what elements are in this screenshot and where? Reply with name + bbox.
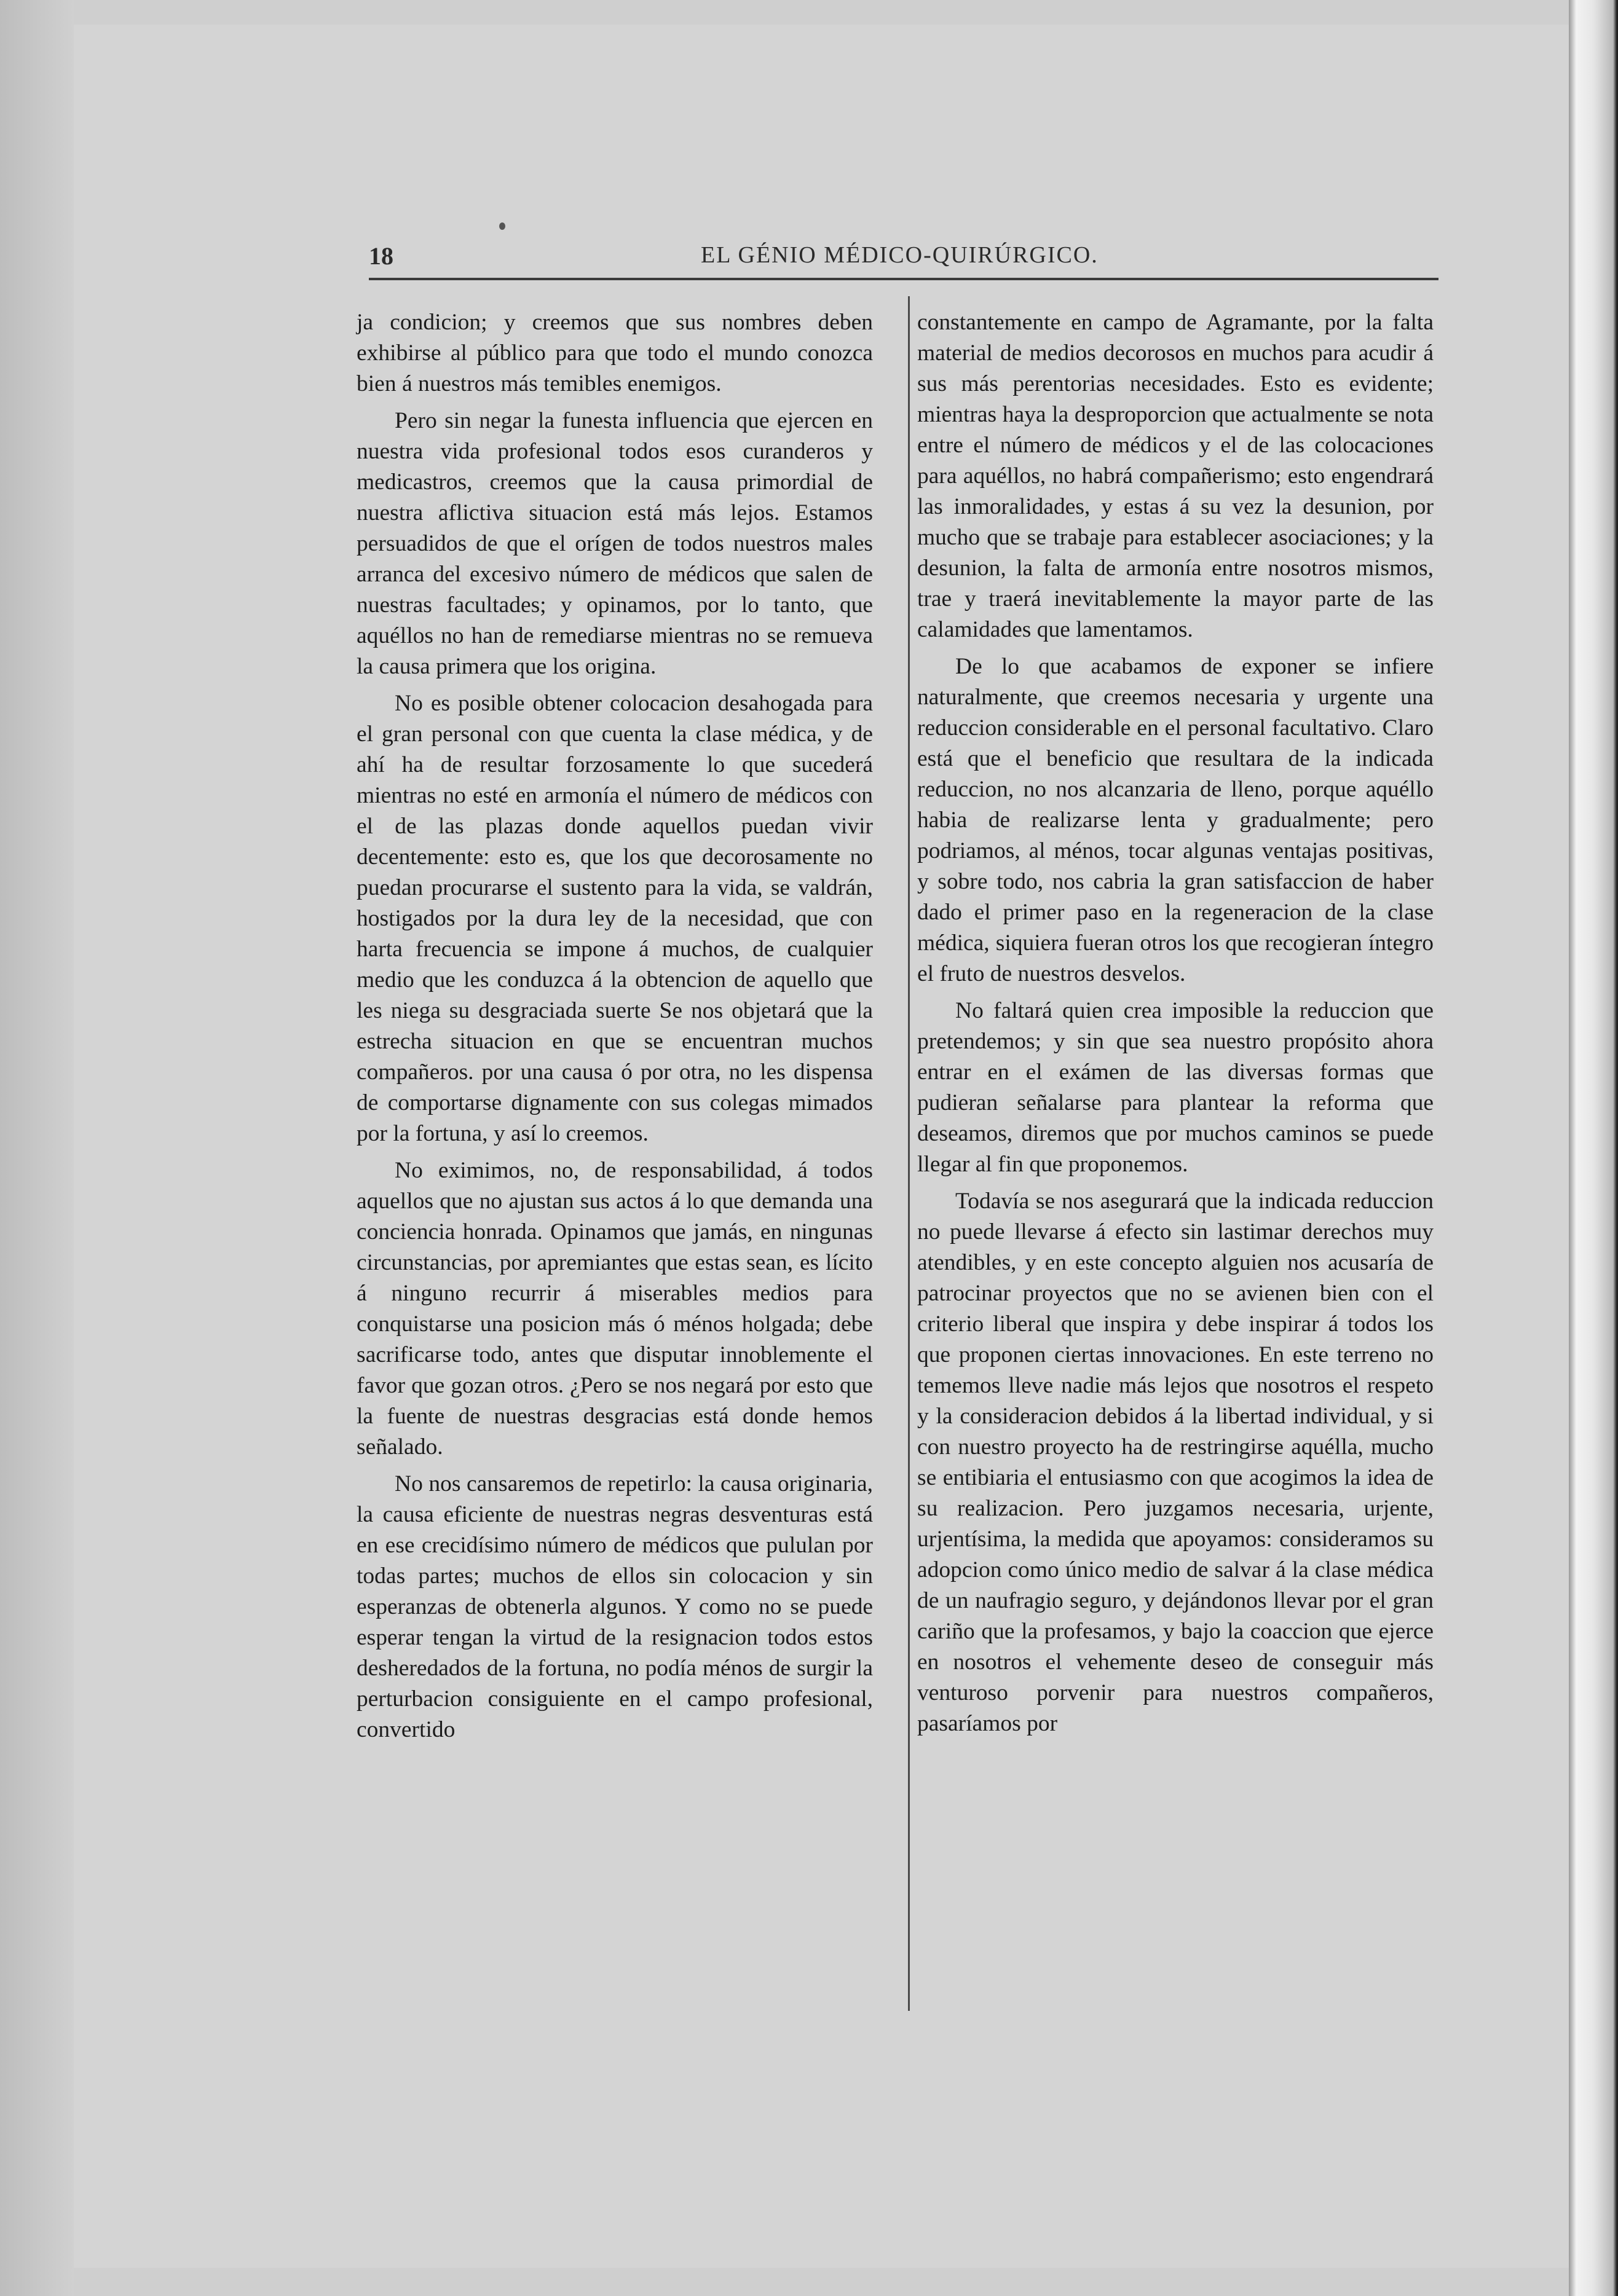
header-rule (369, 278, 1438, 280)
paragraph: No eximimos, no, de responsabilidad, á todos aquellos que no ajustan sus actos á lo que demanda una conciencia honrada. Opinamos que jamás, en ningunas circunstancias, por apremiantes que estas sean, es lícito á ninguno recurrir á miserables medios para conquistarse una posicion más ó ménos holgada; debe sacrificarse todo, antes que disputar innoblemente el favor que gozan otros. ¿Pero se nos negará por esto que la fuente de nuestras desgracias está donde hemos señalado. (357, 1158, 873, 1460)
paragraph: No faltará quien crea imposible la reduccion que pretendemos; y sin que sea nuestro propósito ahora entrar en el exámen de las diversas formas que pudieran señalarse para plantear la reforma que deseamos, diremos que por muchos caminos se puede llegar al fin que proponemos. (917, 998, 1434, 1177)
running-header (369, 237, 1435, 273)
paragraph: No nos cansaremos de repetirlo: la causa originaria, la causa eficiente de nuestras negras desventuras está en ese crecidísimo número de médicos que pululan por todas partes; muchos de ellos sin colocacion y sin esperanzas de obtenerla algunos. Y como no se puede esperar tengan la virtud de la resignacion todos estos desheredados de la fortuna, no podía ménos de surgir la perturbacion consiguiente en el campo profesional, convertido (357, 1471, 873, 1742)
ink-speck (499, 222, 505, 230)
paragraph: Pero sin negar la funesta influencia que ejercen en nuestra vida profesional todos esos curanderos y medicastros, creemos que la causa primordial de nuestra aflictiva situacion está más lejos. Estamos persuadidos de que el orígen de todos nuestros males arranca del excesivo número de médicos que salen de nuestras facultades; y opinamos, por lo tanto, que aquéllos no han de remediarse mientras no se remueva la causa primera que los origina. (357, 408, 873, 679)
journal-title: EL GÉNIO MÉDICO-QUIRÚRGICO. (701, 242, 1099, 268)
paragraph: De lo que acabamos de exponer se infiere naturalmente, que creemos necesaria y urgente una reduccion considerable en el personal facultativo. Claro está que el beneficio que resultara de la indicada reduccion, no nos alcanzaria de lleno, porque aquéllo habia de realizarse lenta y gradualmente; pero podriamos, al ménos, tocar algunas ventajas positivas, y sobre todo, nos cabria la gran satisfaccion de haber dado el primer paso en la regeneracion de la clase médica, siquiera fueran otros los que recogieran íntegro el fruto de nuestros desvelos. (917, 654, 1434, 986)
paragraph: constantemente en campo de Agramante, por la falta material de medios decorosos en muchos para acudir á sus más perentorias necesidades. Esto es evidente; mientras haya la desproporcion que actualmente se nota entre el número de médicos y el de las colocaciones para aquéllos, no habrá compañerismo; esto engendrará las inmoralidades, y estas á su vez la desunion, por mucho que se trabaje para establecer asociaciones; y la desunion, la falta de armonía entre nosotros mismos, trae y traerá inevitablemente la mayor parte de las calamidades que lamentamos. (917, 310, 1434, 642)
paragraph: Todavía se nos asegurará que la indicada reduccion no puede llevarse á efecto sin lastimar derechos muy atendibles, y en este concepto alguien nos acusaría de patrocinar proyectos que no se avienen bien con el criterio liberal que inspira y debe inspirar á todos los que proponen ciertas innovaciones. En este terreno no tememos lleve nadie más lejos que nosotros el respeto y la consideracion debidos á la libertad individual, y si con nuestro proyecto ha de restringirse aquélla, mucho se entibiaria el entusiasmo con que acogimos la idea de su realizacion. Pero juzgamos necesaria, urjente, urjentísima, la medida que apoyamos: consideramos su adopcion como único medio de salvar á la clase médica de un naufragio seguro, y dejándonos llevar por el gran cariño que la profesamos, y bajo la coaccion que ejerce en nosotros el vehemente deseo de conseguir más venturoso porvenir para nuestros compañeros, pasaríamos por (917, 1189, 1434, 1736)
page-number: 18 (369, 242, 393, 270)
paragraph: ja condicion; y creemos que sus nombres deben exhibirse al público para que todo el mundo conozca bien á nuestros más temibles enemigos. (357, 310, 873, 396)
paragraph: No es posible obtener colocacion desahogada para el gran personal con que cuenta la clase médica, y de ahí ha de resultar forzosamente lo que sucederá mientras no esté en armonía el número de médicos con el de las plazas donde aquellos puedan vivir decentemente: esto es, que los que decorosamente no puedan procurarse el sustento para la vida, se valdrán, hostigados por la dura ley de la necesidad, que con harta frecuencia se impone á muchos, de cualquier medio que les conduzca á la obtencion de aquello que les niega su desgraciada suerte Se nos objetará que la estrecha situacion en que se encuentran muchos compañeros. por una causa ó por otra, no les dispensa de comportarse dignamente con sus colegas mimados por la fortuna, y así lo creemos. (357, 691, 873, 1146)
right-column (917, 307, 1434, 1745)
page-fold-edge (1569, 0, 1618, 2296)
left-column (357, 307, 873, 1751)
scan-left-margin (0, 0, 74, 2296)
column-divider (908, 296, 910, 2011)
